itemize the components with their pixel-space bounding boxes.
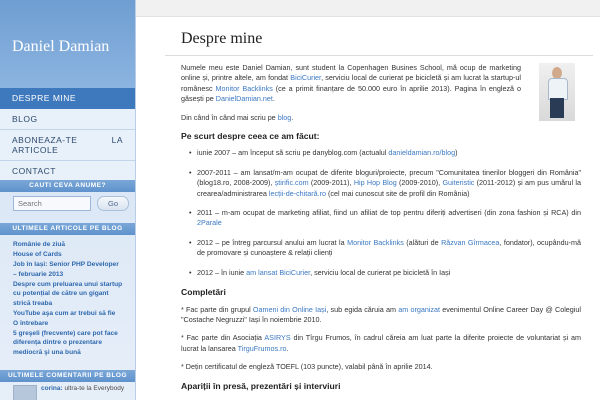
danieldamian-blog-link[interactable]: danieldamian.ro/blog: [388, 148, 456, 158]
comment-snippet: ultra-te la Everybody: [64, 385, 125, 392]
monitor-backlinks-link[interactable]: Monitor Backlinks: [215, 83, 273, 93]
search-input[interactable]: [13, 196, 91, 211]
timeline-text: ): [455, 148, 458, 158]
since-text: Din când în când mai scriu pe: [181, 112, 278, 122]
short-summary-heading: Pe scurt despre ceea ce am făcut:: [181, 131, 320, 142]
completare-text: * Dețin certificatul de engleză TOEFL (103 puncte), valabil până în aprilie 2014.: [181, 362, 433, 372]
article-link[interactable]: Despre cum preluarea unui startup cu potențial de către un gigant strică treaba: [13, 280, 123, 307]
guiteristic-link[interactable]: Guiteristic: [442, 178, 475, 188]
nav-item-despre-mine[interactable]: DESPRE MINE: [0, 88, 135, 109]
page-title: Despre mine: [181, 30, 263, 47]
monitor-backlinks-link[interactable]: Monitor Backlinks: [347, 237, 404, 247]
2parale-link[interactable]: 2Parale: [197, 218, 222, 228]
timeline-item: [197, 238, 581, 259]
completare-item: [181, 362, 581, 372]
stirific-link[interactable]: știrific.com: [274, 178, 309, 188]
article-link[interactable]: Românie de ziuă: [13, 241, 66, 248]
completare-item: [181, 333, 581, 354]
avatar: [13, 385, 37, 400]
asirys-link[interactable]: ASIRYS: [264, 333, 291, 343]
timeline-text: (cel mai cunoscut site de profil din România): [326, 188, 470, 198]
comment-author-link[interactable]: corina:: [41, 385, 63, 392]
completare-text: .: [286, 343, 289, 353]
comment-text: [41, 385, 124, 392]
completare-text: evenimentul Online Career Day @ Colegiul "Costache Negruzzi" Iași în noiembrie 2010.: [181, 304, 581, 324]
lectii-de-chitara-link[interactable]: lecții-de-chitară.ro: [268, 188, 327, 198]
hip-hop-blog-link[interactable]: Hip Hop Blog: [353, 178, 397, 188]
search-heading: CAUTI CEVA ANUME?: [0, 180, 135, 192]
since-text: .: [291, 112, 294, 122]
oameni-din-online-link[interactable]: Oameni din Online Iași: [252, 304, 327, 314]
am-organizat-link[interactable]: am organizat: [398, 304, 441, 314]
timeline-text: 2012 – în iunie: [197, 267, 247, 277]
main-nav: [0, 88, 135, 182]
completari-heading: Completări: [181, 287, 226, 298]
timeline-text: iunie 2007 – am început să scriu pe danyblog.com (actualul: [197, 148, 389, 158]
timeline-item: [197, 268, 581, 278]
nav-item-blog[interactable]: BLOG: [0, 109, 135, 130]
razvan-girmacea-link[interactable]: Răzvan Gîrmacea: [441, 237, 500, 247]
intro-text: Numele meu este Daniel Damian, sunt student la Copenhagen Busines School, mă ocup de marketing online și, printre altele, am fondat: [181, 63, 521, 83]
search-form: [13, 196, 129, 211]
timeline-text: (alături de: [403, 237, 442, 247]
site-header: [0, 0, 135, 88]
completare-text: din Tîrgu Frumos, în cadrul căreia am luat parte la diferite proiecte de voluntariat și am lucrat la lansarea: [181, 333, 582, 353]
blog-link[interactable]: blog: [277, 112, 292, 122]
main-content: [165, 16, 593, 400]
intro-text: , serviciu local de curierat pe bicicletă și am lucrat la startup-ul românesc: [181, 73, 521, 93]
article-link[interactable]: House of Cards: [13, 251, 62, 258]
timeline-text: 2012 – pe întreg parcursul anului am lucrat la: [197, 237, 348, 247]
nav-item-aboneaza-label-line2: ARTICOLE: [12, 145, 59, 155]
photo-legs: [550, 98, 564, 118]
timeline-text: , fondator), ocupându-mă de promovare și cunoaștere & relații clienți: [197, 237, 581, 258]
nav-item-aboneaza-label-la: LA: [111, 135, 123, 145]
timeline-item: [197, 208, 581, 229]
profile-photo: [539, 63, 575, 121]
completare-text: * Fac parte din Asociația: [181, 333, 265, 343]
nav-item-contact[interactable]: CONTACT: [0, 161, 135, 182]
intro-paragraph: [181, 63, 521, 105]
blog-paragraph: [181, 113, 581, 123]
comments-heading: ULTIMELE COMENTARII PE BLOG: [0, 370, 135, 382]
timeline-item: [197, 168, 581, 199]
articles-heading: ULTIMELE ARTICOLE PE BLOG: [0, 223, 135, 235]
search-go-button[interactable]: Go: [97, 196, 129, 211]
timeline-list: [181, 148, 581, 278]
timeline-text: 2011 – m-am ocupat de marketing afiliat, fiind un afiliat de top pentru diferiți advertiseri (din zona fashion și RCA) din: [197, 208, 581, 218]
timeline-text: , serviciu local de curierat pe bicicletă în Iași: [310, 267, 451, 277]
article-link[interactable]: YouTube aşa cum ar trebui să fie: [13, 309, 116, 317]
completare-item: [181, 305, 581, 326]
recent-comment: [13, 385, 124, 400]
article-link[interactable]: 5 greşeli (frecvente) care pot face diferența dintre o prezentare mediocră şi una bună: [13, 329, 118, 356]
sidebar: [0, 0, 136, 400]
nav-item-aboneaza[interactable]: [0, 130, 135, 161]
completare-text: , sub egida căruia am: [326, 304, 399, 314]
site-title[interactable]: Daniel Damian: [12, 38, 110, 55]
timeline-text: (2009-2011),: [308, 178, 354, 188]
title-divider: [165, 55, 593, 56]
lansat-bicicurier-link[interactable]: am lansat BiciCurier: [246, 267, 311, 277]
completare-text: * Fac parte din grupul: [181, 304, 253, 314]
timeline-text: (2011-2012) și am pus umărul la crearea/administrarea: [197, 178, 581, 198]
recent-articles-list: [13, 240, 123, 358]
nav-item-aboneaza-label: ABONEAZA-TE: [12, 135, 78, 145]
bicicurier-link[interactable]: BiciCurier: [290, 73, 322, 83]
timeline-item: [197, 148, 581, 158]
timeline-text: (2009-2010),: [396, 178, 443, 188]
danieldamian-net-link[interactable]: DanielDamian.net: [215, 94, 273, 104]
tirgufrumos-link[interactable]: TirguFrumos.ro: [237, 343, 287, 353]
article-body: [181, 63, 581, 398]
photo-body: [548, 78, 568, 100]
timeline-text: 2007-2011 – am lansat/m-am ocupat de diferite bloguri/proiecte, precum "Comunitatea tinerilor bloggeri din România" (blog18.ro, 2008-2009),: [197, 167, 581, 188]
intro-text: (ce a primit finanțare de 50.000 euro în aprilie 2013). Pagina în engleză o găsești pe: [181, 83, 521, 104]
article-link[interactable]: O întrebare: [13, 319, 49, 327]
press-heading: Apariții în presă, prezentări și interviuri: [181, 380, 341, 391]
article-link[interactable]: Job în Iași: Senior PHP Developer – februarie 2013: [13, 261, 119, 278]
intro-text: .: [272, 94, 275, 104]
